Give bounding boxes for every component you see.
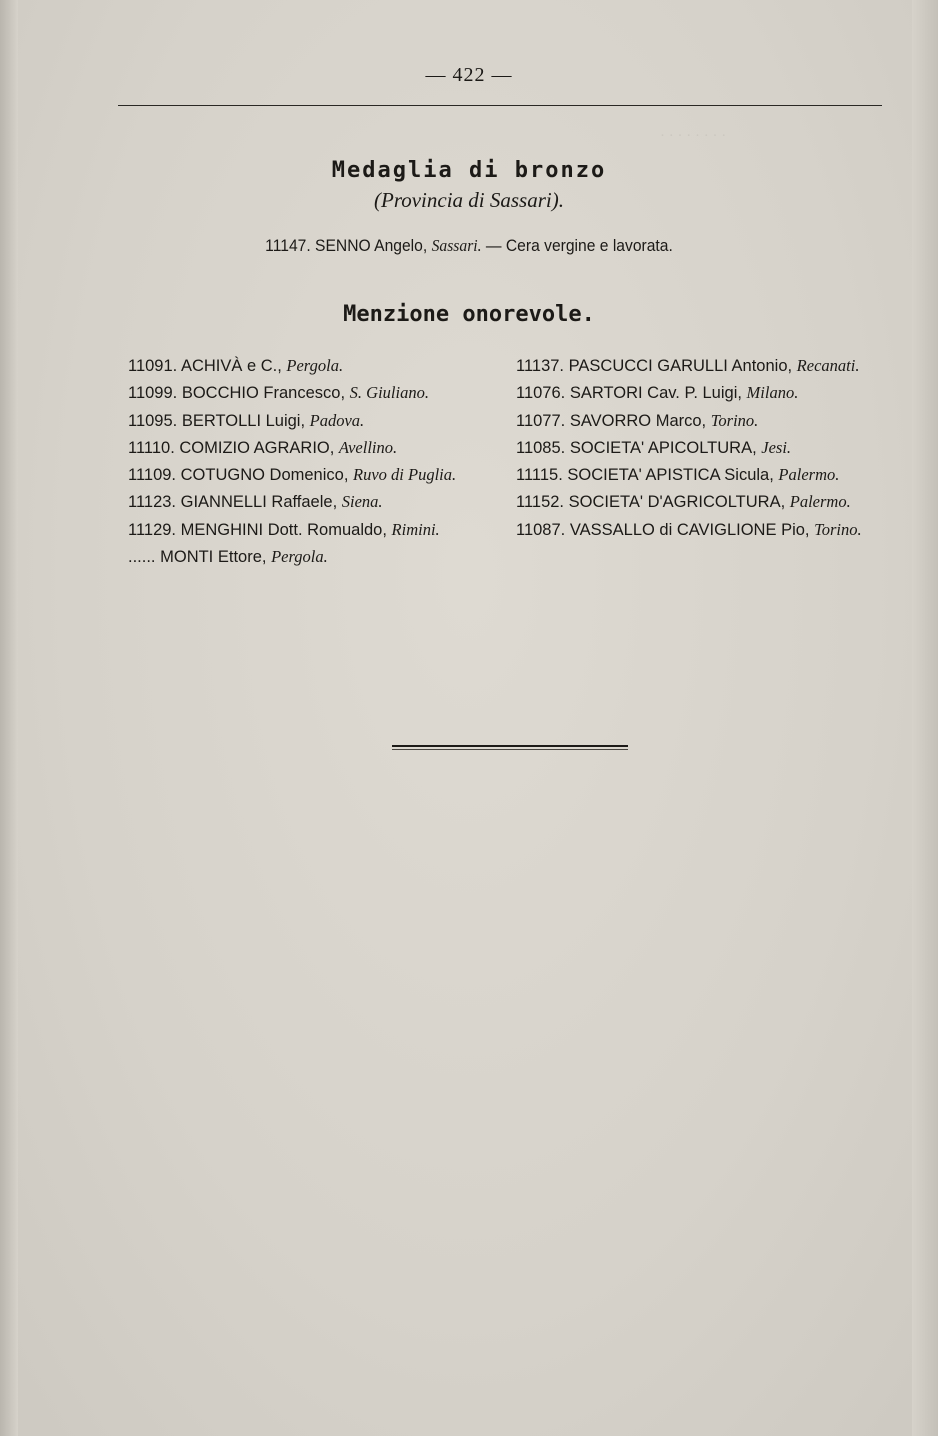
entry-name: SOCIETA' D'AGRICOLTURA, — [568, 493, 786, 512]
entry-number: 11085. — [516, 438, 566, 457]
entry-place: Padova. — [309, 410, 365, 430]
list-item — [516, 379, 906, 406]
entry-name: BOCCHIO Francesco, — [181, 384, 346, 403]
list-item — [128, 407, 508, 434]
entry-name: MONTI Ettore, — [160, 548, 267, 567]
list-item — [516, 461, 906, 488]
entry-place: S. Giuliano. — [349, 383, 429, 403]
list-item — [516, 407, 906, 434]
entry-name: COMIZIO AGRARIO, — [179, 438, 335, 457]
entry-place: Pergola. — [286, 356, 344, 375]
list-item — [128, 543, 508, 570]
list-item — [516, 516, 906, 543]
entry-number: 11109. — [128, 466, 177, 485]
entry-place: Siena. — [341, 492, 383, 512]
entry-place: Recanati. — [796, 356, 860, 375]
bronze-entry — [38, 236, 901, 256]
entry-place: Sassari. — [431, 236, 482, 255]
entry-number: 11115. — [516, 466, 563, 485]
list-item — [128, 461, 508, 488]
entry-number: 11087. — [516, 520, 566, 539]
bleed-through-text: · · · · · · · · — [660, 128, 727, 144]
list-item — [128, 434, 508, 461]
entry-name: SOCIETA' APISTICA Sicula, — [567, 466, 774, 485]
entry-number: 11099. — [128, 384, 178, 403]
entry-number: 11129. — [128, 520, 177, 539]
entry-number: 11095. — [128, 411, 178, 430]
entry-place: Palermo. — [789, 492, 851, 512]
menzione-left-column — [128, 352, 508, 570]
entry-name: PASCUCCI GARULLI Antonio, — [568, 357, 793, 375]
section-subheading-province: (Provincia di Sassari). — [374, 188, 564, 212]
end-rule — [392, 745, 628, 747]
entry-place: Torino. — [710, 410, 759, 430]
entry-name: VASSALLO di CAVIGLIONE Pio, — [569, 520, 810, 539]
list-item — [128, 352, 508, 379]
entry-number: 11091. — [128, 357, 178, 375]
entry-number: 11076. — [516, 384, 566, 403]
entry-place: Avellino. — [338, 437, 398, 457]
entry-place: Rimini. — [391, 519, 440, 539]
entry-place: Palermo. — [778, 465, 840, 485]
entry-number: 11077. — [516, 411, 566, 430]
entry-number: 11137. — [516, 357, 565, 375]
entry-place: Jesi. — [761, 437, 792, 457]
header-rule — [118, 105, 882, 106]
entry-name: SAVORRO Marco, — [569, 411, 707, 430]
entry-name: MENGHINI Dott. Romualdo, — [180, 520, 387, 539]
entry-name: COTUGNO Domenico, — [180, 466, 349, 485]
menzione-right-column — [516, 352, 906, 543]
entry-name: SOCIETA' APICOLTURA, — [569, 438, 757, 457]
entry-description: — Cera vergine e lavorata. — [485, 236, 673, 255]
list-item — [516, 488, 906, 515]
entry-place: Milano. — [746, 383, 799, 403]
entry-number: 11147. — [265, 236, 311, 255]
entry-number: ...... — [128, 548, 156, 567]
entry-place: Ruvo di Puglia. — [353, 465, 457, 485]
end-rule-thin — [392, 749, 628, 750]
entry-number: 11123. — [128, 493, 177, 512]
page-edge-left — [0, 0, 18, 1436]
list-item — [516, 434, 906, 461]
entry-place: Torino. — [814, 519, 862, 539]
list-item — [516, 352, 906, 379]
entry-name: ACHIVÀ e C., — [180, 357, 282, 375]
page-edge-right — [912, 0, 938, 1436]
entry-name: BERTOLLI Luigi, — [181, 411, 306, 430]
entry-name: GIANNELLI Raffaele, — [180, 493, 338, 512]
entry-place: Pergola. — [271, 547, 328, 567]
entry-name: SENNO Angelo, — [315, 236, 428, 255]
list-item — [128, 488, 508, 515]
entry-number: 11152. — [516, 493, 565, 512]
entry-number: 11110. — [128, 438, 175, 457]
section-heading-bronze: Medaglia di bronzo — [331, 158, 607, 183]
page-number: — 422 — — [425, 64, 513, 86]
section-heading-menzione: Menzione onorevole. — [343, 302, 595, 327]
list-item — [128, 379, 508, 406]
list-item — [128, 516, 508, 543]
entry-name: SARTORI Cav. P. Luigi, — [569, 384, 742, 403]
